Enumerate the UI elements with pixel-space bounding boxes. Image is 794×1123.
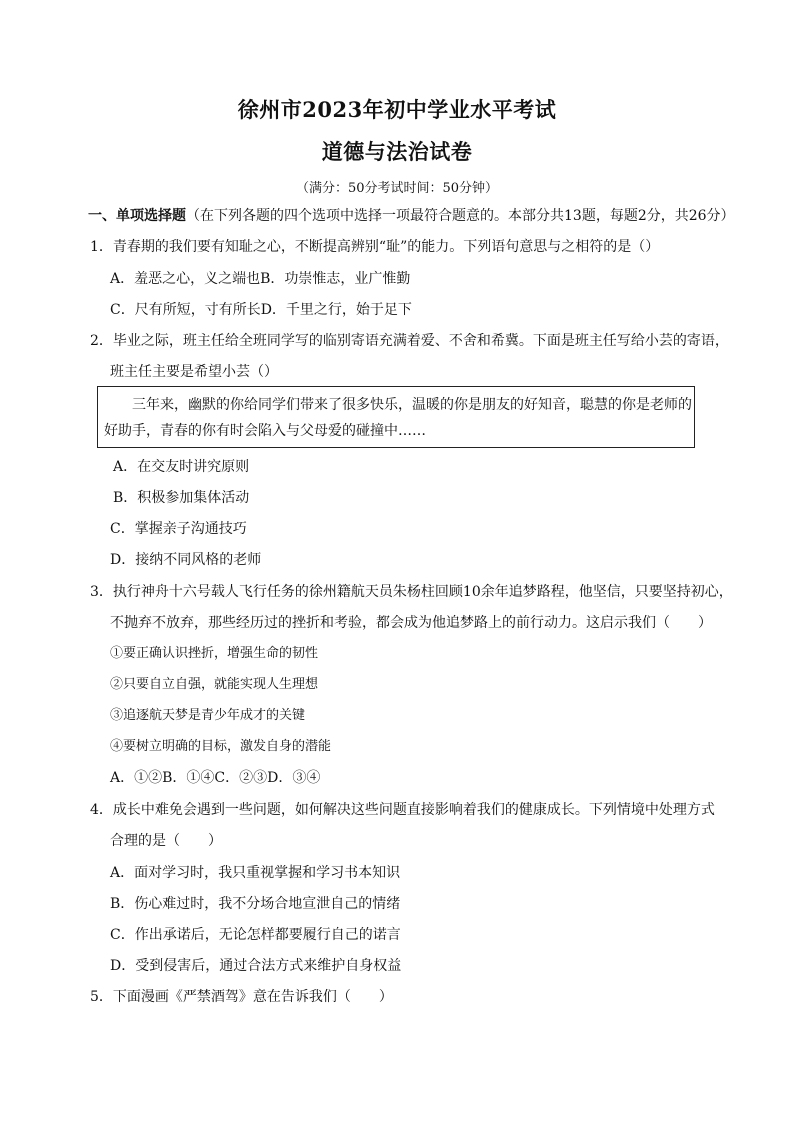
question-1-options-ab: A．羞恶之心，义之端也B．功崇惟志，业广惟勤	[110, 271, 411, 287]
section-heading	[88, 206, 735, 226]
question-4-stem-line1: 4．成长中难免会遇到一些问题，如何解决这些问题直接影响着我们的健康成长。下列情境中处理方式	[90, 802, 715, 818]
section-label: 一、单项选择题	[88, 208, 186, 224]
question-3-options: A．①②B．①④C．②③D．③④	[110, 770, 321, 786]
question-3-stem-line2: 不抛弃不放弃，那些经历过的挫折和考验，都会成为他追梦路上的前行动力。这启示我们（ ）	[110, 615, 712, 631]
question-4-option-b: B．伤心难过时，我不分场合地宣泄自己的情绪	[110, 896, 401, 912]
section-instruction: （在下列各题的四个选项中选择一项最符合题意的。本部分共13题，每题2分，共26分）	[186, 208, 735, 224]
question-2-option-a: A．在交友时讲究原则	[113, 459, 250, 475]
question-3-statement-1: ①要正确认识挫折，增强生命的韧性	[110, 646, 319, 661]
question-4-option-a: A．面对学习时，我只重视掌握和学习书本知识	[110, 865, 401, 881]
question-2-quote-box	[97, 386, 695, 448]
exam-subject: 道德与法治试卷	[321, 139, 473, 164]
question-4-stem-line2: 合理的是（ ）	[110, 833, 222, 849]
question-2-option-b: B．积极参加集体活动	[113, 490, 250, 506]
question-2-option-c: C．掌握亲子沟通技巧	[110, 521, 247, 537]
question-3-statement-3: ③追逐航天梦是青少年成才的关键	[110, 708, 306, 723]
quote-line-2: 好助手，青春的你有时会陷入与父母爱的碰撞中……	[104, 423, 426, 439]
question-5-stem: 5．下面漫画《严禁酒驾》意在告诉我们（ ）	[90, 989, 393, 1005]
exam-title: 徐州市2023年初中学业水平考试	[237, 97, 557, 122]
question-2-stem-line1: 2．毕业之际，班主任给全班同学写的临别寄语充满着爱、不舍和希冀。下面是班主任写给小芸的寄语，	[90, 333, 729, 349]
question-4-option-d: D．受到侵害后，通过合法方式来维护自身权益	[110, 958, 402, 974]
question-3-statement-4: ④要树立明确的目标，激发自身的潜能	[110, 739, 332, 754]
question-3-statement-2: ②只要自立自强，就能实现人生理想	[110, 677, 319, 692]
question-4-option-c: C．作出承诺后，无论怎样都要履行自己的诺言	[110, 927, 401, 943]
quote-line-1: 三年来，幽默的你给同学们带来了很多快乐，温暖的你是朋友的好知音，聪慧的你是老师的	[132, 397, 692, 413]
question-2-option-d: D．接纳不同风格的老师	[110, 552, 262, 568]
exam-info: （满分：50分考试时间：50分钟）	[295, 181, 499, 196]
question-1-options-cd: C．尺有所短，寸有所长D．千里之行，始于足下	[110, 302, 412, 318]
question-2-stem-line2: 班主任主要是希望小芸（）	[110, 364, 278, 380]
question-3-stem-line1: 3．执行神舟十六号载人飞行任务的徐州籍航天员朱杨柱回顾10余年追梦路程，他坚信，只要坚持初心，	[90, 584, 733, 600]
question-1-stem: 1．青春期的我们要有知耻之心，不断提高辨别“耻”的能力。下列语句意思与之相符的是（）	[90, 239, 660, 255]
